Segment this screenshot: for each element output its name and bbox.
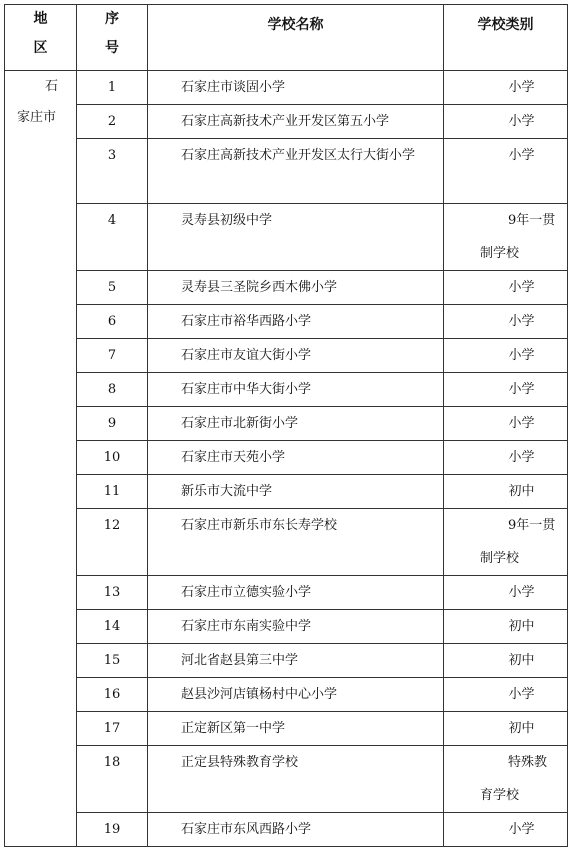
seq-cell	[77, 305, 148, 339]
school-type-cell	[444, 576, 568, 610]
school-type-cell	[444, 813, 568, 847]
school-name: 石家庄市东风西路小学	[181, 822, 312, 837]
seq-cell	[77, 509, 148, 576]
school-type: 初中	[508, 653, 535, 668]
table-row	[5, 746, 568, 813]
table-row	[5, 509, 568, 576]
school-name: 石家庄高新技术产业开发区太行大街小学	[181, 148, 416, 163]
school-type-cell	[444, 712, 568, 746]
school-name: 石家庄市立德实验小学	[181, 585, 312, 600]
school-type: 9年一贯制学校	[480, 213, 556, 261]
seq-cell	[77, 813, 148, 847]
school-name: 石家庄市谈固小学	[181, 80, 286, 95]
seq-cell	[77, 204, 148, 271]
region-cell	[5, 71, 77, 847]
school-name-cell	[148, 509, 444, 576]
school-type-cell	[444, 271, 568, 305]
region-line1: 石	[45, 79, 59, 94]
table-row	[5, 339, 568, 373]
header-seq	[77, 5, 148, 71]
seq-number: 4	[107, 213, 117, 228]
seq-number: 9	[107, 416, 117, 431]
school-name-cell	[148, 610, 444, 644]
seq-cell	[77, 105, 148, 139]
school-type-cell	[444, 339, 568, 373]
school-type: 小学	[508, 416, 535, 431]
school-name: 石家庄市新乐市东长寿学校	[181, 518, 338, 533]
school-type: 小学	[508, 450, 535, 465]
seq-number: 13	[103, 585, 121, 600]
seq-number: 17	[103, 721, 121, 736]
seq-number: 19	[103, 822, 121, 837]
school-type: 小学	[508, 314, 535, 329]
table-header-row	[5, 5, 568, 71]
school-name-cell	[148, 105, 444, 139]
region-line2: 家庄市	[17, 110, 57, 125]
header-school-name: 学校名称	[148, 5, 444, 71]
seq-cell	[77, 373, 148, 407]
school-type: 小学	[508, 382, 535, 397]
seq-cell	[77, 610, 148, 644]
school-type: 初中	[508, 619, 535, 634]
school-type: 小学	[508, 687, 535, 702]
seq-number: 16	[103, 687, 121, 702]
seq-number: 6	[107, 314, 117, 329]
school-type: 特殊教育学校	[480, 755, 548, 803]
table-body	[5, 71, 568, 847]
school-type: 小学	[508, 114, 535, 129]
school-type-cell	[444, 678, 568, 712]
seq-cell	[77, 71, 148, 105]
school-name-cell	[148, 71, 444, 105]
school-type-cell	[444, 71, 568, 105]
seq-cell	[77, 407, 148, 441]
school-type: 初中	[508, 484, 535, 499]
seq-cell	[77, 644, 148, 678]
school-name: 灵寿县初级中学	[181, 213, 273, 228]
header-seq-line1: 序	[105, 11, 119, 27]
header-region	[5, 5, 77, 71]
table-row	[5, 813, 568, 847]
table-row	[5, 610, 568, 644]
table-row	[5, 373, 568, 407]
school-name: 石家庄高新技术产业开发区第五小学	[181, 114, 390, 129]
school-type: 小学	[508, 822, 535, 837]
school-type-cell	[444, 305, 568, 339]
school-type-cell	[444, 475, 568, 509]
school-type: 小学	[508, 585, 535, 600]
school-type-cell	[444, 746, 568, 813]
school-name-cell	[148, 373, 444, 407]
school-name: 石家庄市中华大街小学	[181, 382, 312, 397]
school-name: 石家庄市东南实验中学	[181, 619, 312, 634]
header-region-line1: 地	[33, 11, 48, 27]
school-name: 新乐市大流中学	[181, 484, 273, 499]
seq-number: 1	[107, 80, 117, 95]
school-name: 赵县沙河店镇杨村中心小学	[181, 687, 338, 702]
seq-cell	[77, 678, 148, 712]
school-name: 石家庄市北新街小学	[181, 416, 299, 431]
table-row	[5, 71, 568, 105]
school-name: 灵寿县三圣院乡西木佛小学	[181, 280, 338, 295]
table-row	[5, 105, 568, 139]
seq-number: 7	[107, 348, 117, 363]
school-type: 小学	[508, 148, 535, 163]
seq-number: 11	[103, 484, 121, 499]
seq-cell	[77, 576, 148, 610]
school-name-cell	[148, 339, 444, 373]
school-name-cell	[148, 407, 444, 441]
header-seq-line2: 号	[105, 40, 119, 56]
school-name: 正定新区第一中学	[181, 721, 286, 736]
school-name-cell	[148, 441, 444, 475]
seq-cell	[77, 712, 148, 746]
seq-cell	[77, 271, 148, 305]
table-row	[5, 271, 568, 305]
school-name: 石家庄市友谊大街小学	[181, 348, 312, 363]
seq-number: 8	[107, 382, 117, 397]
table-row	[5, 407, 568, 441]
school-type-cell	[444, 509, 568, 576]
school-type: 小学	[508, 80, 535, 95]
school-type-cell	[444, 139, 568, 204]
school-name-cell	[148, 475, 444, 509]
school-type-cell	[444, 644, 568, 678]
school-name-cell	[148, 305, 444, 339]
school-type-cell	[444, 610, 568, 644]
school-name-cell	[148, 644, 444, 678]
school-type-cell	[444, 105, 568, 139]
seq-number: 18	[103, 755, 121, 770]
school-name-cell	[148, 712, 444, 746]
school-name-cell	[148, 204, 444, 271]
school-name: 河北省赵县第三中学	[181, 653, 299, 668]
seq-cell	[77, 441, 148, 475]
table-row	[5, 712, 568, 746]
school-name-cell	[148, 678, 444, 712]
header-school-type: 学校类别	[444, 5, 568, 71]
school-type-cell	[444, 407, 568, 441]
seq-number: 15	[103, 653, 121, 668]
school-name: 石家庄市裕华西路小学	[181, 314, 312, 329]
school-name: 正定县特殊教育学校	[181, 755, 299, 770]
seq-cell	[77, 746, 148, 813]
seq-number: 12	[103, 518, 121, 533]
seq-cell	[77, 339, 148, 373]
seq-cell	[77, 475, 148, 509]
header-region-line2: 区	[33, 40, 48, 56]
school-type-cell	[444, 441, 568, 475]
school-name-cell	[148, 139, 444, 204]
table-row	[5, 441, 568, 475]
school-type: 初中	[508, 721, 535, 736]
seq-cell	[77, 139, 148, 204]
school-name-cell	[148, 813, 444, 847]
school-type: 小学	[508, 348, 535, 363]
table-row	[5, 678, 568, 712]
table-row	[5, 475, 568, 509]
school-type: 9年一贯制学校	[480, 518, 556, 566]
school-name-cell	[148, 576, 444, 610]
school-type: 小学	[508, 280, 535, 295]
seq-number: 5	[107, 280, 117, 295]
table-row	[5, 644, 568, 678]
table-row	[5, 204, 568, 271]
table-row	[5, 305, 568, 339]
school-type-cell	[444, 204, 568, 271]
school-type-cell	[444, 373, 568, 407]
seq-number: 10	[103, 450, 121, 465]
seq-number: 2	[107, 114, 117, 129]
school-name-cell	[148, 271, 444, 305]
seq-number: 3	[107, 148, 117, 163]
school-name: 石家庄市天苑小学	[181, 450, 286, 465]
school-name-cell	[148, 746, 444, 813]
seq-number: 14	[103, 619, 121, 634]
table-row	[5, 576, 568, 610]
school-list-table	[4, 4, 568, 847]
table-row	[5, 139, 568, 204]
